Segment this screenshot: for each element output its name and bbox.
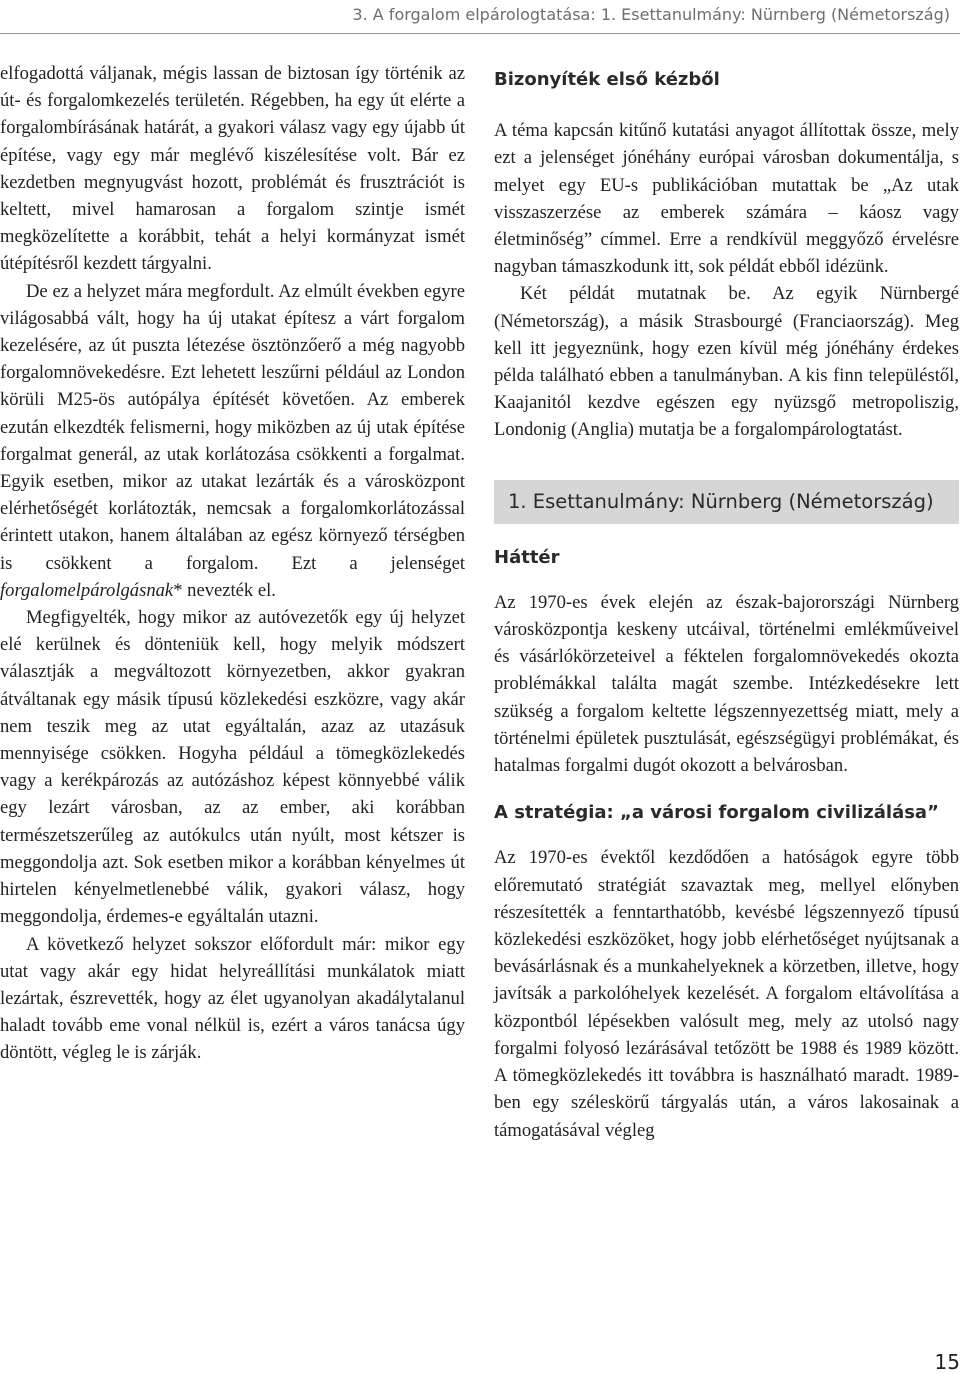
left-paragraph-2-end: * nevezték el. <box>173 579 276 601</box>
left-paragraph-1: elfogadottá váljanak, mégis lassan de biztosan így történik az út- és forgalomkezelés területén. Régebben, ha egy út elérte a forgalombírásának határát, a gyakori válasz vagy egy újabb út építése, vagy egy már meglévő kiszélesítése volt. Bár ez kezdetben megnyugvást hozott, problémát és frusztrációt is keltett, mivel hamarosan a forgalom szintje ismét megközelítette a korábbit, tehát a helyi kormányzat ismét útépítésről kezdett tárgyalni. <box>0 63 465 275</box>
page-number: 15 <box>934 1350 960 1374</box>
running-title: 3. A forgalom elpárologtatása: 1. Esettanulmány: Nürnberg (Németország) <box>352 5 950 24</box>
heading-strategy: A stratégia: „a városi forgalom civilizálása” <box>494 802 939 824</box>
right-paragraph-3: Az 1970-es évek elején az észak-bajorországi Nürnberg városközpontja keskeny utcáival, történelmi emlékműveivel és vásárlókörzeteivel a féktelen forgalomnövekedés okozta problémákkal találta magát szembe. Intézkedésekre lett szükség a forgalom keltette légszennyezettség miatt, mely a történelmi épületek pusztulását, egészségügyi problémákat, és hatalmas forgalmi dugót okozott a belvárosban. <box>494 591 959 777</box>
heading-evidence: Bizonyíték első kézből <box>494 69 720 90</box>
heading-background: Háttér <box>494 546 560 568</box>
case-study-banner: 1. Esettanulmány: Nürnberg (Németország) <box>494 480 959 524</box>
right-paragraph-4: Az 1970-es évektől kezdődően a hatóságok egyre több előremutató stratégiát szavaztak meg, mellyel előnyben részesítették a fenntarthatóbb, kevésbé légszennyező típusú közlekedési eszközöket, hogy jobb elérhetőséget nyújtsanak a bevásárlásnak és a munkahelyeknek a körzetben, illetve, hogy javítsák a parkolóhelyek kezelését. A forgalom eltávolítása a központból lépésekben valósult meg, mely az utolsó nagy forgalmi folyosó lezárásával tetőzött be 1988 és 1989 között. A tömegközlekedés itt továbbra is használható maradt. 1989-ben egy széleskörű tárgyalás után, a város lakosainak a támogatásával végleg <box>494 847 959 1141</box>
left-paragraph-3: Megfigyelték, hogy mikor az autóvezetők egy új helyzet elé kerülnek és dönteniük kell, hogy melyik módszert választják a megváltozott környezetben, akkor gyakran átváltanak egy másik típusú közlekedési eszközre, vagy akár nem teszik meg az utat egyáltalán, azaz az utazásuk mennyisége csökken. Hogyha például a tömegközlekedés vagy a kerékpározás az autózáshoz képest könnyebbé válik egy lezárt városban, az az ember, aki korábban természetszerűleg az autókulcs után nyúlt, most kétszer is meggondolja azt. Sok esetben mikor a korábban kényelmes út hirtelen kényelmetlenebbé válik, gyakori válasz, hogy meggondolja, érdemes-e egyáltalán utazni. <box>0 607 465 928</box>
left-paragraph-4: A következő helyzet sokszor előfordult már: mikor egy utat vagy akár egy hidat helyreállítási munkálatok miatt lezártak, észrevették, hogy az élet ugyanolyan akadálytalanul haladt tovább eme vonal nélkül is, ezért a város tanácsa úgy döntött, végleg le is zárják. <box>0 933 465 1064</box>
left-column <box>0 60 465 1067</box>
right-column <box>494 60 959 1144</box>
left-paragraph-2-text: De ez a helyzet mára megfordult. Az elmúlt években egyre világosabbá vált, hogy ha új utakat építesz a várt forgalom kezelésére, az út puszta létezése ösztönzőerő a még nagyobb forgalomnövekedésre. Ezt lehetett leszűrni például az London körüli M25-ös autópálya építését követően. Az emberek ezután elkezdték felismerni, hogy miközben az új utak építése forgalmat generál, az utak korlátozása csökkenti a forgalmat. Egyik esetben, mikor az utakat lezárták és a városközpont elérhetőségét korlátozták, nemcsak a forgalomkorlátozással érintett utakon, hanem általában az egész környező térségben is csökkent a forgalom. Ezt a jelenséget <box>0 280 465 574</box>
left-paragraph-2 <box>0 278 465 604</box>
right-paragraph-1: A téma kapcsán kitűnő kutatási anyagot állítottak össze, mely ezt a jelenséget jónéhány európai városban dokumentálja, s melyet egy EU-s publikációban mutattak be „Az utak visszaszerzése az emberek számára – káosz vagy életminőség” címmel. Erre a rendkívül meggyőző érvelésre nagyban támaszkodunk itt, sok példát ebből idézünk. <box>494 120 959 278</box>
term-forgalomelparolgas: forgalomelpárolgásnak <box>0 579 174 601</box>
running-header <box>0 0 960 34</box>
right-paragraph-2: Két példát mutatnak be. Az egyik Nürnbergé (Németország), a másik Strasbourgé (Franciaország). Meg kell itt jegyeznünk, hogy ezen kívül még jónéhány érdekes példa található ebben a tanulmányban. A kis finn településtől, Kaajanitól kezdve egészen egy nyüzsgő metropoliszig, Londonig (Anglia) mutatja be a forgalompárologtatást. <box>494 283 959 441</box>
